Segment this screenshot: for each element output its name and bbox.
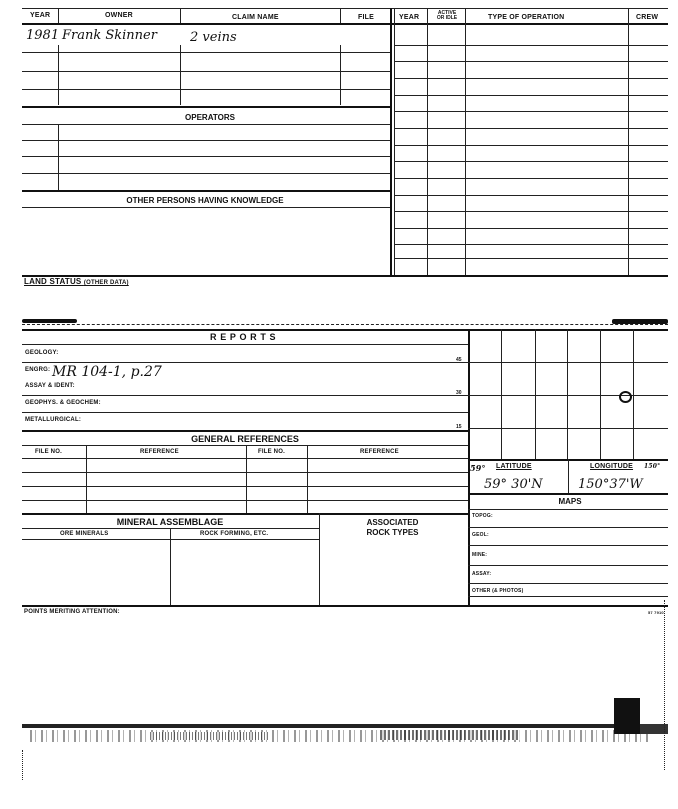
longitude-value: 150°37'W <box>578 477 643 492</box>
owner-entry-claim: 2 veins <box>190 30 237 45</box>
header-year-2: YEAR <box>399 14 420 21</box>
ore-minerals-label: ORE MINERALS <box>60 531 109 537</box>
land-status-sub: (OTHER DATA) <box>83 280 129 286</box>
lat-prefix: 59° <box>470 463 486 473</box>
rock-forming-label: ROCK FORMING, ETC. <box>200 531 269 537</box>
land-status-label <box>24 277 129 286</box>
metallurgical-label: METALLURGICAL: <box>25 417 82 423</box>
associated-line-2: ROCK TYPES <box>366 528 419 537</box>
location-marker-icon <box>619 391 632 403</box>
owner-entry-name: Frank Skinner <box>62 28 157 43</box>
maps-title: MAPS <box>558 497 582 506</box>
ref-file-no-2: FILE NO. <box>258 449 285 455</box>
idle-label: OR IDLE <box>436 15 458 21</box>
owner-entry-year: 1981 <box>26 28 60 43</box>
ref-file-no-1: FILE NO. <box>35 449 62 455</box>
engrg-label: ENGRG: <box>25 367 51 373</box>
geology-label: GEOLOGY: <box>25 350 59 356</box>
geol-label: GEOL: <box>472 532 489 538</box>
scan-block <box>614 698 640 734</box>
header-type-of-operation: TYPE OF OPERATION <box>488 14 565 21</box>
header-owner: OWNER <box>105 12 133 19</box>
longitude-label: LONGITUDE <box>590 463 634 470</box>
other-photos-label: OTHER (& PHOTOS) <box>472 588 524 594</box>
latitude-label: LATITUDE <box>496 463 532 470</box>
scale-30: 30 <box>456 390 462 396</box>
header-claim-name: CLAIM NAME <box>232 14 279 21</box>
assay-map-label: ASSAY: <box>472 571 492 577</box>
ref-reference-2: REFERENCE <box>360 449 399 455</box>
mineral-assemblage-title: MINERAL ASSEMBLAGE <box>116 517 224 527</box>
geophys-label: GEOPHYS. & GEOCHEM: <box>25 400 101 406</box>
engrg-value: MR 104-1, p.27 <box>52 364 162 380</box>
scale-15: 15 <box>456 424 462 430</box>
associated-rock-types <box>330 518 455 538</box>
associated-line-1: ASSOCIATED <box>366 518 419 527</box>
operators-title: OPERATORS <box>185 113 235 122</box>
ref-reference-1: REFERENCE <box>140 449 179 455</box>
mine-label: MINE: <box>472 552 488 558</box>
points-meriting-attention: POINTS MERITING ATTENTION: <box>24 609 120 615</box>
scale-45: 45 <box>456 357 462 363</box>
assay-ident-label: ASSAY & IDENT: <box>25 383 75 389</box>
general-references-title: GENERAL REFERENCES <box>191 434 299 444</box>
topog-label: TOPOG: <box>472 513 493 519</box>
scan-edge-left <box>22 319 77 323</box>
header-year: YEAR <box>30 12 51 19</box>
other-persons-title: OTHER PERSONS HAVING KNOWLEDGE <box>126 196 284 205</box>
latitude-value: 59° 30'N <box>484 477 543 492</box>
form-number: 57 7910 <box>648 610 664 615</box>
header-file: FILE <box>358 14 374 21</box>
land-status-text: LAND STATUS <box>24 277 82 286</box>
active-label: ACTIVE <box>437 10 457 16</box>
header-crew: CREW <box>636 14 659 21</box>
lon-prefix: 150° <box>644 463 661 470</box>
reports-title: R E P O R T S <box>210 332 277 342</box>
header-active-idle <box>430 11 464 21</box>
